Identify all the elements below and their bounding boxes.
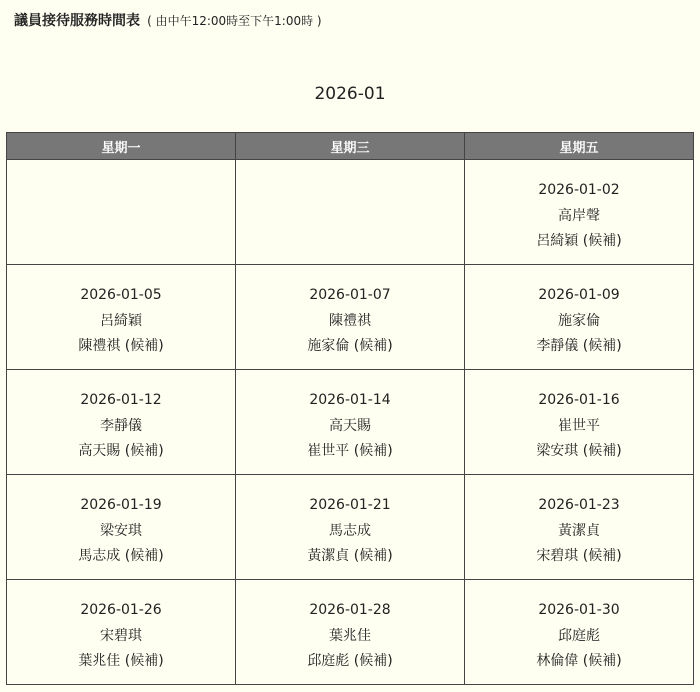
schedule-cell — [236, 265, 465, 370]
schedule-cell — [236, 370, 465, 475]
column-header-friday: 星期五 — [465, 133, 694, 160]
cell-alternate: 崔世平 (候補) — [307, 443, 393, 459]
cell-member: 梁安琪 — [100, 522, 142, 539]
cell-date: 2026-01-21 — [309, 497, 391, 513]
schedule-cell — [236, 580, 465, 685]
table-row — [7, 475, 694, 580]
cell-date: 2026-01-30 — [538, 602, 620, 618]
cell-alternate: 李靜儀 (候補) — [536, 338, 622, 354]
cell-date: 2026-01-09 — [538, 287, 620, 303]
cell-alternate: 施家倫 (候補) — [307, 338, 393, 354]
cell-member: 呂綺穎 — [100, 312, 142, 329]
schedule-table — [6, 132, 694, 685]
cell-date: 2026-01-28 — [309, 602, 391, 618]
schedule-cell — [465, 580, 694, 685]
cell-member: 李靜儀 — [100, 417, 142, 434]
schedule-cell — [465, 160, 694, 265]
table-row — [7, 580, 694, 685]
cell-alternate: 林倫偉 (候補) — [536, 653, 622, 669]
cell-alternate: 陳禮祺 (候補) — [78, 338, 164, 354]
schedule-cell — [236, 160, 465, 265]
cell-member: 黃潔貞 — [558, 522, 600, 539]
cell-date: 2026-01-19 — [80, 497, 162, 513]
page-title: 議員接待服務時間表 — [14, 13, 140, 29]
cell-date: 2026-01-02 — [538, 182, 620, 198]
schedule-cell — [465, 475, 694, 580]
cell-member: 高岸聲 — [558, 207, 600, 224]
cell-date: 2026-01-07 — [309, 287, 391, 303]
cell-member: 宋碧琪 — [100, 627, 142, 644]
cell-date: 2026-01-05 — [80, 287, 162, 303]
schedule-cell — [465, 265, 694, 370]
column-header-monday: 星期一 — [7, 133, 236, 160]
cell-date: 2026-01-23 — [538, 497, 620, 513]
cell-alternate: 高天賜 (候補) — [78, 443, 164, 459]
table-row — [7, 370, 694, 475]
schedule-cell — [7, 475, 236, 580]
table-row — [7, 160, 694, 265]
cell-member: 邱庭彪 — [558, 627, 600, 644]
schedule-cell — [7, 370, 236, 475]
page-header — [14, 10, 322, 30]
cell-member: 馬志成 — [329, 522, 371, 539]
cell-member: 施家倫 — [558, 312, 600, 329]
schedule-cell — [236, 475, 465, 580]
schedule-cell — [7, 160, 236, 265]
table-header-row — [7, 133, 694, 160]
page-subtitle: ( 由中午12:00時至下午1:00時 ) — [147, 14, 322, 28]
table-row — [7, 265, 694, 370]
cell-member: 陳禮祺 — [329, 312, 371, 329]
cell-member: 葉兆佳 — [329, 627, 371, 644]
cell-date: 2026-01-14 — [309, 392, 391, 408]
column-header-wednesday: 星期三 — [236, 133, 465, 160]
cell-alternate: 馬志成 (候補) — [78, 548, 164, 564]
schedule-cell — [7, 265, 236, 370]
cell-member: 高天賜 — [329, 417, 371, 434]
cell-alternate: 宋碧琪 (候補) — [536, 548, 622, 564]
cell-date: 2026-01-26 — [80, 602, 162, 618]
cell-date: 2026-01-16 — [538, 392, 620, 408]
schedule-cell — [7, 580, 236, 685]
cell-member: 崔世平 — [558, 417, 600, 434]
cell-date: 2026-01-12 — [80, 392, 162, 408]
schedule-cell — [465, 370, 694, 475]
cell-alternate: 邱庭彪 (候補) — [307, 653, 393, 669]
cell-alternate: 呂綺穎 (候補) — [536, 233, 622, 249]
cell-alternate: 梁安琪 (候補) — [536, 443, 622, 459]
cell-alternate: 葉兆佳 (候補) — [78, 653, 164, 669]
cell-alternate: 黃潔貞 (候補) — [307, 548, 393, 564]
month-heading: 2026-01 — [314, 84, 386, 104]
